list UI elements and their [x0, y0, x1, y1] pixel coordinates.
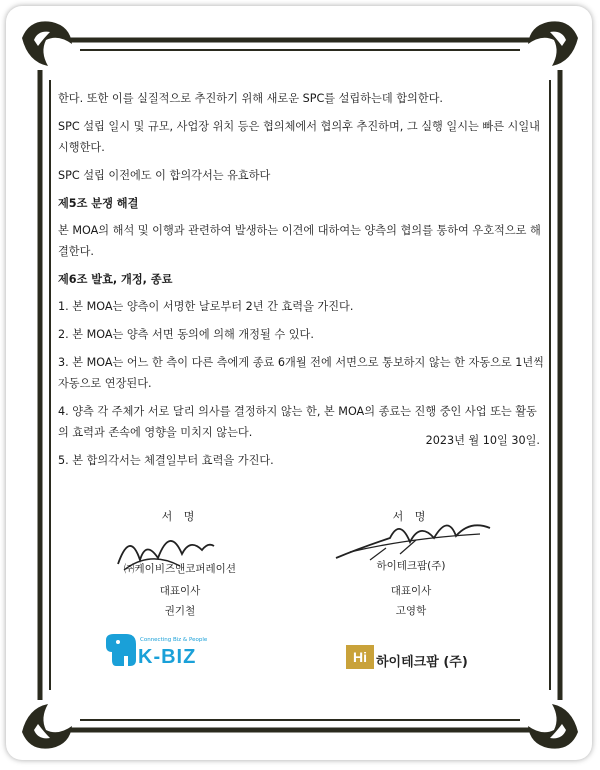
agreement-date: 2023년 월 10일 30일.: [425, 434, 540, 447]
article6-heading: 제6조 발효, 개정, 종료: [58, 273, 173, 286]
article5-text: 본 MOA의 해석 및 이행과 관련하여 발생하는 이견에 대하여는 양측의 협의를 통하여 우호적으로 해결한다.: [58, 224, 541, 258]
representative-name-right: 고영학: [395, 605, 427, 617]
paragraph-validity: SPC 설립 이전에도 이 합의각서는 유효하다: [58, 169, 271, 182]
article6-item: 4. 양측 각 주체가 서로 달리 의사를 결정하지 않는 한, 본 MOA의 종료는 진행 중인 사업 또는 활동의 효력과 존속에 영향을 미치지 않는다.: [58, 405, 537, 439]
hitech-logo-mark: Hi: [353, 649, 367, 665]
article5-heading: 제5조 분쟁 해결: [58, 197, 139, 210]
signature-title-left: 서 명: [161, 510, 199, 523]
hitech-logo-text: 하이테크팜 (주): [376, 655, 468, 670]
article6-item: 2. 본 MOA는 양측 서면 동의에 의해 개정될 수 있다.: [58, 328, 314, 341]
hitech-logo-icon: [346, 645, 374, 669]
kbiz-tagline: Connecting Biz & People: [140, 637, 208, 643]
signature-title-right: 서 명: [392, 510, 430, 523]
article6-item: 5. 본 합의각서는 체결일부터 효력을 가진다.: [58, 454, 274, 467]
representative-name-left: 권기철: [164, 605, 196, 617]
article6-item: 1. 본 MOA는 양측이 서명한 날로부터 2년 간 효력을 가진다.: [58, 300, 354, 313]
article6-item: 3. 본 MOA는 어느 한 측이 다른 측에게 종료 6개월 전에 서면으로 통보하지 않는 한 자동으로 1년씩 자동으로 연장된다.: [58, 356, 544, 390]
company-name-right: 하이테크팜(주): [376, 560, 446, 572]
role-right: 대표이사: [390, 585, 432, 597]
agreement-body: [58, 88, 546, 478]
kbiz-logo-text: K-BIZ: [138, 646, 197, 668]
paragraph-spc-agreement: 한다. 또한 이를 실질적으로 추진하기 위해 새로운 SPC를 설립하는데 합의한다.: [58, 92, 443, 105]
company-name-left: ㈜케이비즈앤코퍼레이션: [124, 563, 236, 575]
role-left: 대표이사: [159, 585, 201, 597]
paragraph-spc-details: SPC 설립 일시 및 규모, 사업장 위치 등은 협의체에서 협의후 추진하며, 그 실행 일시는 빠른 시일내 시행한다.: [58, 120, 540, 154]
